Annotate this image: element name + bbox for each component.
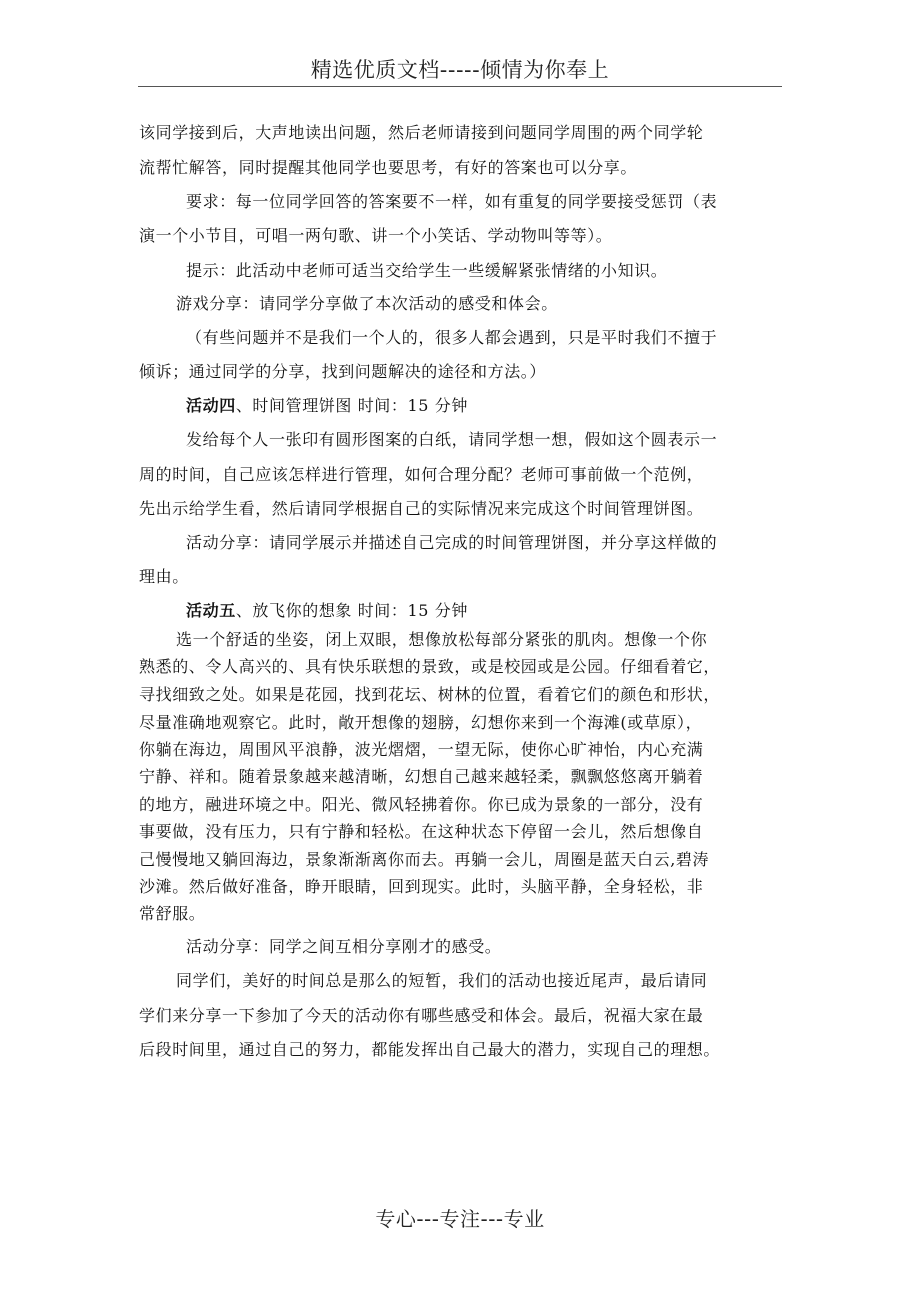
text-line: 尽量准确地观察它。此时，敞开想像的翅膀，幻想你来到一个海滩(或草原）， xyxy=(139,713,703,732)
text-line: 寻找细致之处。如果是花园，找到花坛、树林的位置，看着它们的颜色和形状， xyxy=(139,685,721,704)
text-line: 常舒服。 xyxy=(139,904,206,923)
text-line: 学们来分享一下参加了今天的活动你有哪些感受和体会。最后，祝福大家在最 xyxy=(139,1006,704,1025)
text-line: 游戏分享：请同学分享做了本次活动的感受和体会。 xyxy=(176,294,558,313)
page-footer: 专心---专注---专业 xyxy=(375,1207,545,1231)
text-line: 理由。 xyxy=(139,567,189,586)
text-line: 要求：每一位同学回答的答案要不一样，如有重复的同学要接受惩罚（表 xyxy=(186,192,718,211)
text-line: 宁静、祥和。随着景象越来越清晰，幻想自己越来越轻柔，飘飘悠悠离开躺着 xyxy=(139,767,704,786)
text-line: 后段时间里，通过自己的努力，都能发挥出自己最大的潜力，实现自己的理想。 xyxy=(139,1040,721,1059)
text-line: 活动分享：同学之间互相分享刚才的感受。 xyxy=(186,937,502,956)
text-line: 己慢慢地又躺回海边，景象渐渐离你而去。再躺一会儿，周圈是蓝天白云,碧涛 xyxy=(139,850,710,869)
activity-5-title: 活动五 xyxy=(186,601,236,620)
activity-5-time: 、放飞你的想象 时间：15 分钟 xyxy=(235,601,468,620)
text-line: 演一个小节目，可唱一两句歌、讲一个小笑话、学动物叫等等）。 xyxy=(139,226,613,245)
text-line: 事要做，没有压力，只有宁静和轻松。在这种状态下停留一会儿，然后想像自 xyxy=(139,822,704,841)
activity-4-time: 、时间管理饼图 时间：15 分钟 xyxy=(235,396,468,415)
text-line: 选一个舒适的坐姿，闭上双眼，想像放松每部分紧张的肌肉。想像一个你 xyxy=(176,630,708,649)
text-line: 活动分享：请同学展示并描述自己完成的时间管理饼图，并分享这样做的 xyxy=(186,533,718,552)
activity-4-heading xyxy=(186,396,468,416)
text-line: 熟悉的、令人高兴的、具有快乐联想的景致，或是校园或是公园。仔细看着它， xyxy=(139,657,721,676)
text-line: 的地方，融进环境之中。阳光、微风轻拂着你。你已成为景象的一部分，没有 xyxy=(139,795,704,814)
text-line: 倾诉；通过同学的分享，找到问题解决的途径和方法。） xyxy=(139,362,547,381)
activity-4-title: 活动四 xyxy=(186,396,236,415)
text-line: 周的时间，自己应该怎样进行管理，如何合理分配？老师可事前做一个范例， xyxy=(139,465,704,484)
header-divider xyxy=(138,86,782,87)
text-line: （有些问题并不是我们一个人的，很多人都会遇到，只是平时我们不擅于 xyxy=(186,328,718,347)
text-line: 先出示给学生看，然后请同学根据自己的实际情况来完成这个时间管理饼图。 xyxy=(139,499,704,518)
page-header: 精选优质文档-----倾情为你奉上 xyxy=(310,58,610,82)
text-line: 提示：此活动中老师可适当交给学生一些缓解紧张情绪的小知识。 xyxy=(186,261,668,280)
text-line: 同学们，美好的时间总是那么的短暂，我们的活动也接近尾声，最后请同 xyxy=(176,971,708,990)
text-line: 该同学接到后，大声地读出问题，然后老师请接到问题同学周围的两个同学轮 xyxy=(139,123,704,142)
text-line: 沙滩。然后做好准备，睁开眼睛，回到现实。此时，头脑平静，全身轻松，非 xyxy=(139,877,704,896)
text-line: 发给每个人一张印有圆形图案的白纸，请同学想一想，假如这个圆表示一 xyxy=(186,430,718,449)
activity-5-heading xyxy=(186,601,468,621)
text-line: 流帮忙解答，同时提醒其他同学也要思考，有好的答案也可以分享。 xyxy=(139,158,638,177)
text-line: 你躺在海边，周围风平浪静，波光熠熠，一望无际，使你心旷神怡，内心充满 xyxy=(139,740,704,759)
